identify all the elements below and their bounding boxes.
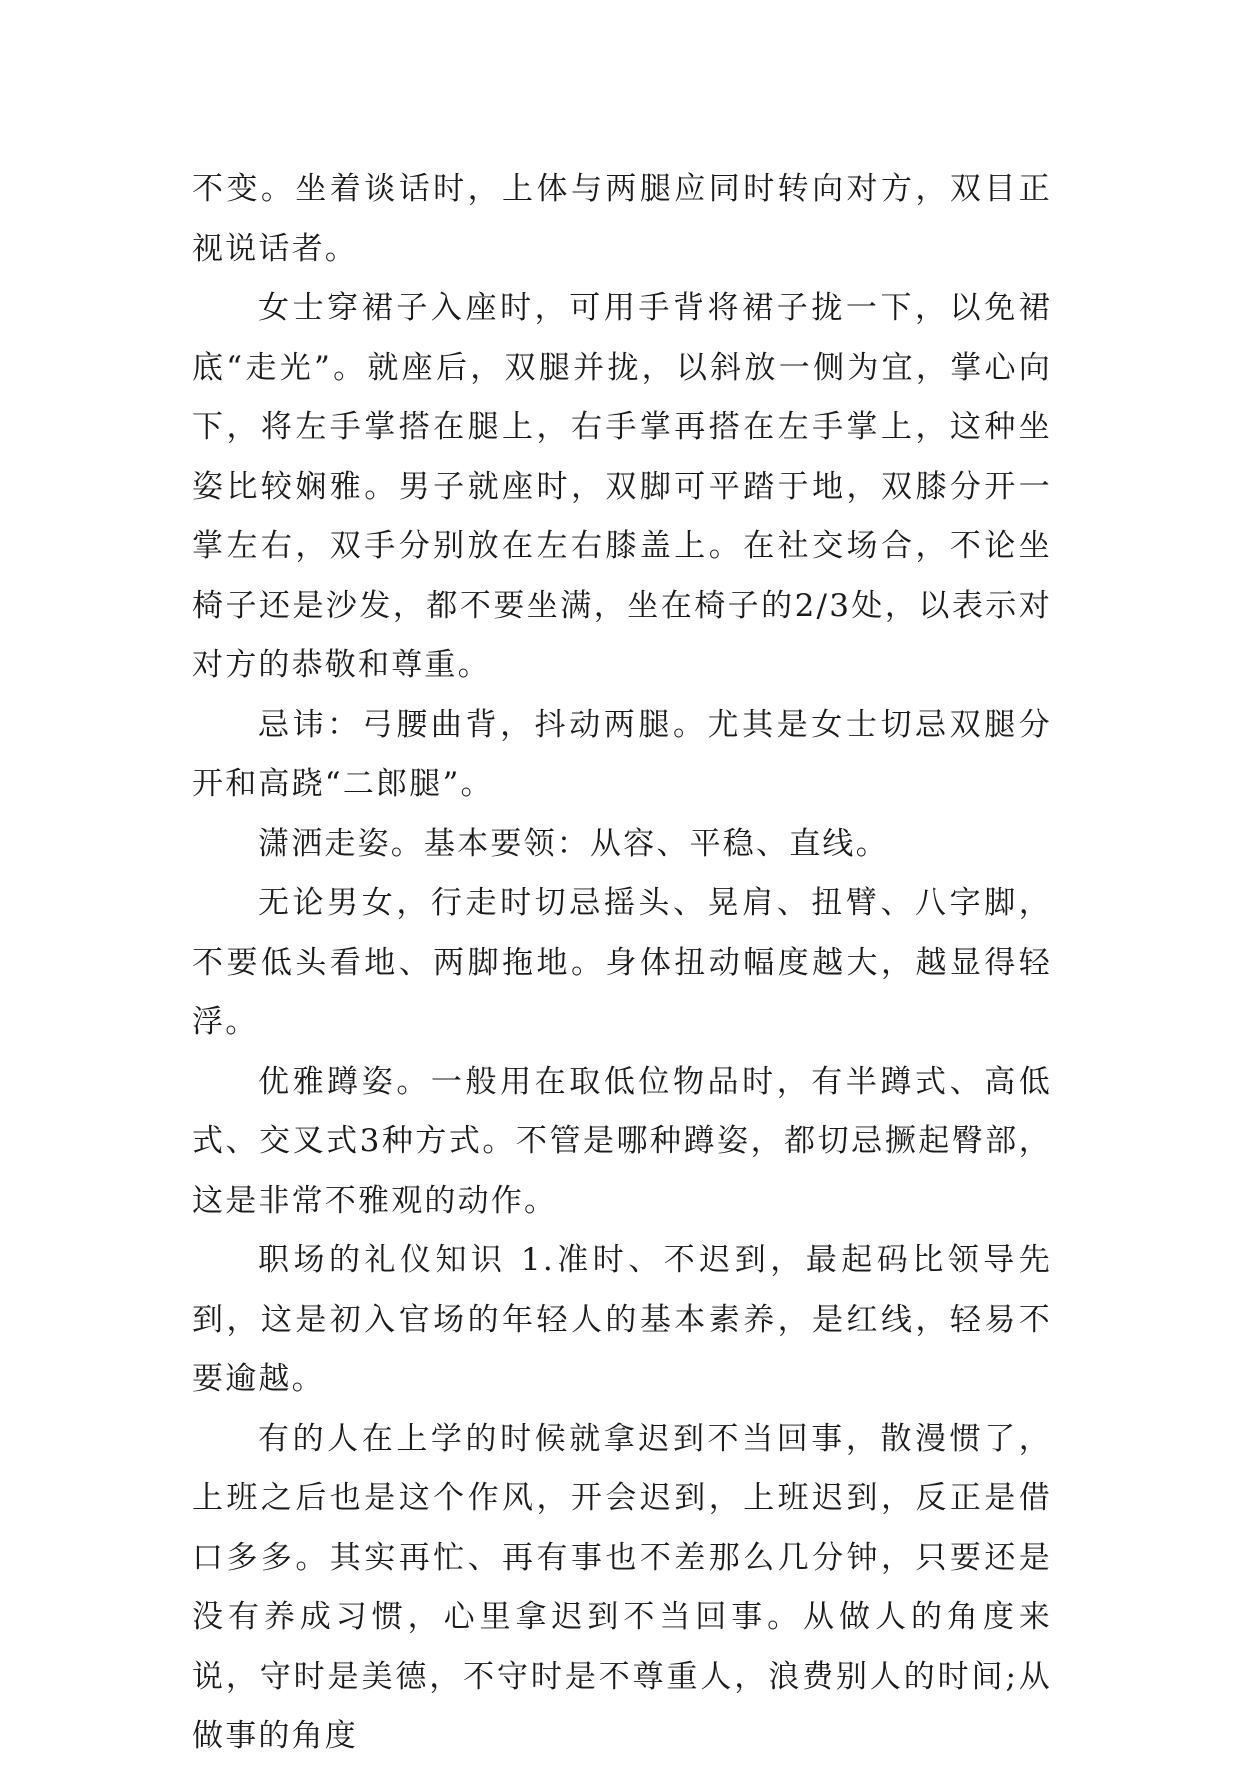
paragraph: 不变。坐着谈话时，上体与两腿应同时转向对方，双目正视说话者。 [192, 171, 1052, 267]
paragraph: 潇洒走姿。基本要领：从容、平稳、直线。 [258, 825, 889, 862]
document-body [192, 160, 1052, 1767]
paragraph: 忌讳：弓腰曲背，抖动两腿。尤其是女士切忌双腿分开和高跷“二郎腿”。 [192, 706, 1052, 802]
paragraph: 有的人在上学的时候就拿迟到不当回事，散漫惯了，上班之后也是这个作风，开会迟到，上班迟到，反正是借口多多。其实再忙、再有事也不差那么几分钟，只要还是没有养成习惯，心里拿迟到不当回事。从做人的角度来说，守时是美德，不守时是不尊重人，浪费别人的时间;从做事的角度 [192, 1420, 1052, 1754]
paragraph: 职场的礼仪知识 1.准时、不迟到，最起码比领导先到，这是初入官场的年轻人的基本素养，是红线，轻易不要逾越。 [192, 1242, 1052, 1397]
paragraph: 无论男女，行走时切忌摇头、晃肩、扭臂、八字脚，不要低头看地、两脚拖地。身体扭动幅度越大，越显得轻浮。 [192, 885, 1052, 1040]
paragraph: 优雅蹲姿。一般用在取低位物品时，有半蹲式、高低式、交叉式3种方式。不管是哪种蹲姿，都切忌撅起臀部，这是非常不雅观的动作。 [192, 1063, 1052, 1219]
paragraph: 女士穿裙子入座时，可用手背将裙子拢一下，以免裙底“走光”。就座后，双腿并拢，以斜放一侧为宜，掌心向下，将左手掌搭在腿上，右手掌再搭在左手掌上，这种坐姿比较娴雅。男子就座时，双脚可平踏于地，双膝分开一掌左右，双手分别放在左右膝盖上。在社交场合，不论坐椅子还是沙发，都不要坐满，坐在椅子的2/3处，以表示对对方的恭敬和尊重。 [192, 290, 1052, 683]
